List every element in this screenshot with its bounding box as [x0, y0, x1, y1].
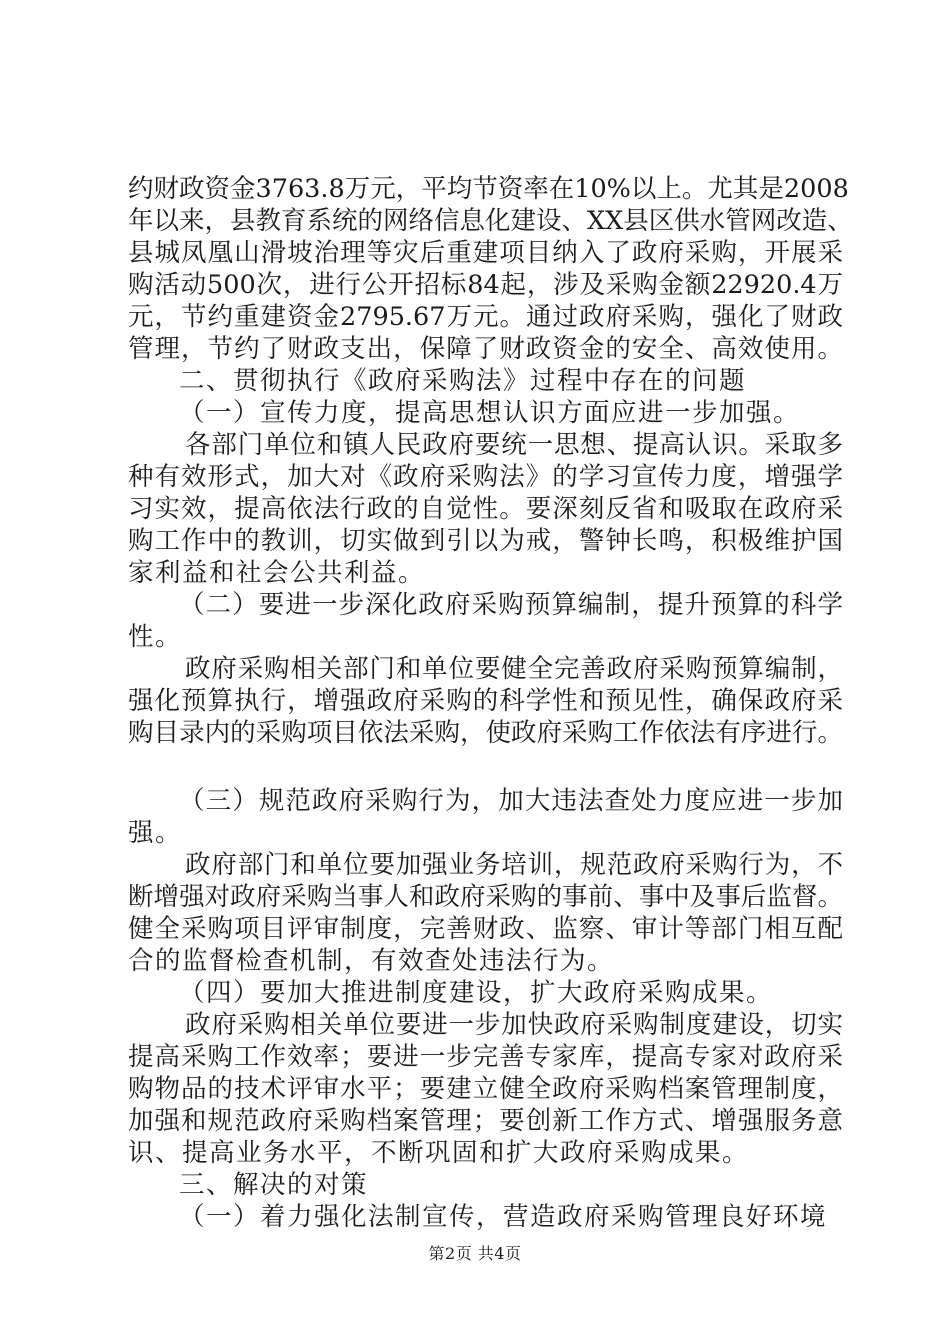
- paragraph-line: 元，节约重建资金2795.67万元。通过政府采购，强化了财政: [128, 302, 843, 332]
- paragraph-line: 管理，节约了财政支出，保障了财政资金的安全、高效使用。: [128, 334, 843, 364]
- page-number-footer: 第2页 共4页: [428, 1244, 522, 1263]
- paragraph-line: 合的监督检查机制，有效查处违法行为。: [128, 946, 615, 976]
- paragraph-line: 各部门单位和镇人民政府要统一思想、提高认识。采取多: [185, 430, 843, 460]
- paragraph-line: 政府部门和单位要加强业务培训，规范政府采购行为，不: [185, 850, 843, 880]
- paragraph-line: 政府采购相关部门和单位要健全完善政府采购预算编制，: [185, 654, 843, 684]
- paragraph-line: 提高采购工作效率；要进一步完善专家库，提高专家对政府采: [128, 1042, 843, 1072]
- section-heading: 三、解决的对策: [179, 1170, 369, 1200]
- subsection-heading: （一）宣传力度，提高思想认识方面应进一步加强。: [179, 398, 801, 428]
- paragraph-line: 购工作中的教训，切实做到引以为戒，警钟长鸣，积极维护国: [128, 526, 843, 556]
- paragraph-line: 健全采购项目评审制度，完善财政、监察、审计等部门相互配: [128, 914, 843, 944]
- paragraph-line: 购活动500次，进行公开招标84起，涉及采购金额22920.4万: [128, 270, 843, 300]
- section-heading: 二、贯彻执行《政府采购法》过程中存在的问题: [179, 366, 747, 396]
- subsection-heading: 性。: [128, 622, 183, 652]
- paragraph-line: 强化预算执行，增强政府采购的科学性和预见性，确保政府采: [128, 686, 843, 716]
- subsection-heading: （一）着力强化法制宣传，营造政府采购管理良好环境: [179, 1202, 828, 1232]
- paragraph-line: 约财政资金3763.8万元，平均节资率在10%以上。尤其是2008: [128, 174, 849, 204]
- paragraph-line: 政府采购相关单位要进一步加快政府采购制度建设，切实: [185, 1010, 843, 1040]
- subsection-heading: 强。: [128, 818, 183, 848]
- paragraph-line: 加强和规范政府采购档案管理；要创新工作方式、增强服务意: [128, 1106, 843, 1136]
- paragraph-line: 购目录内的采购项目依法采购，使政府采购工作依法有序进行。: [128, 718, 843, 748]
- paragraph-line: 习实效，提高依法行政的自觉性。要深刻反省和吸取在政府采: [128, 494, 843, 524]
- subsection-heading: （三）规范政府采购行为，加大违法查处力度应进一步加: [179, 786, 843, 816]
- subsection-heading: （四）要加大推进制度建设，扩大政府采购成果。: [179, 978, 774, 1008]
- paragraph-line: 县城凤凰山滑坡治理等灾后重建项目纳入了政府采购，开展采: [128, 238, 843, 268]
- paragraph-line: 家利益和社会公共利益。: [128, 558, 426, 588]
- paragraph-line: 年以来，县教育系统的网络信息化建设、XX县区供水管网改造、: [128, 206, 853, 236]
- blank-line: [128, 749, 843, 785]
- document-body: [128, 173, 853, 1233]
- paragraph-line: 断增强对政府采购当事人和政府采购的事前、事中及事后监督。: [128, 882, 843, 912]
- subsection-heading: （二）要进一步深化政府采购预算编制，提升预算的科学: [179, 590, 843, 620]
- paragraph-line: 识、提高业务水平，不断巩固和扩大政府采购成果。: [128, 1138, 750, 1168]
- paragraph-line: 种有效形式，加大对《政府采购法》的学习宣传力度，增强学: [128, 462, 843, 492]
- paragraph-line: 购物品的技术评审水平；要建立健全政府采购档案管理制度，: [128, 1074, 843, 1104]
